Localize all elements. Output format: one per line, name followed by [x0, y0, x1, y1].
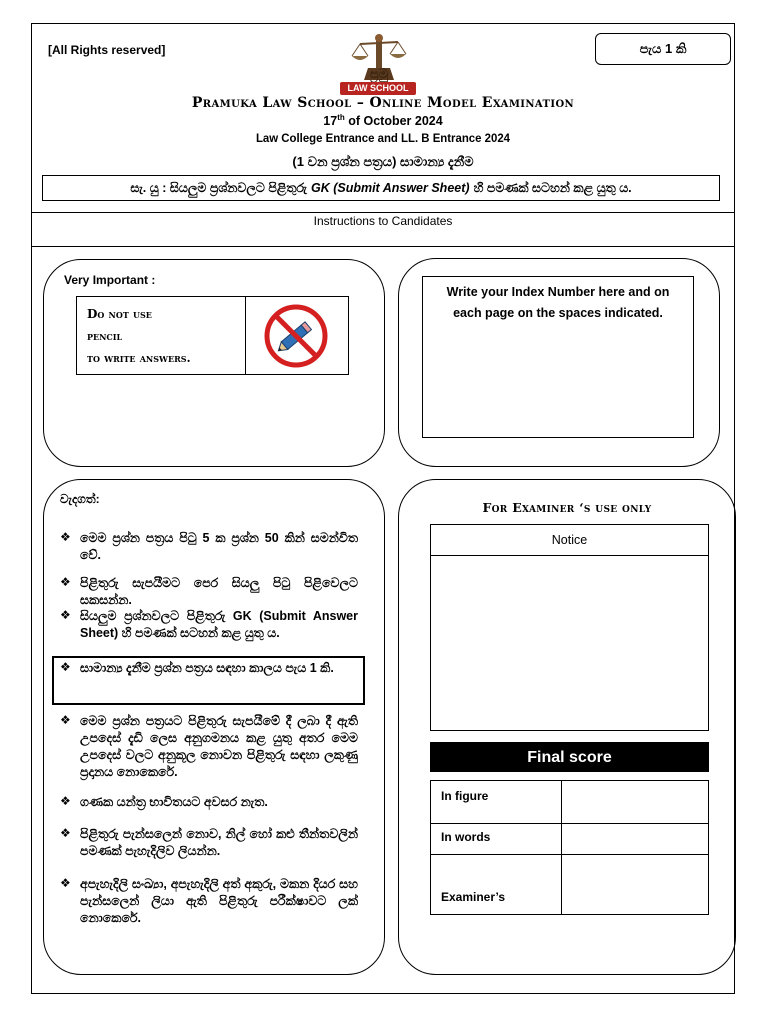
bullet-diamond-icon: ❖ [60, 713, 71, 727]
bullet-diamond-icon: ❖ [60, 530, 71, 544]
notice-heading: Notice [431, 525, 708, 556]
bullet-diamond-icon: ❖ [60, 575, 71, 589]
exam-title: Pramuka Law School – Online Model Examination [191, 95, 575, 111]
divider-top [31, 212, 735, 213]
paper-name: (1 වන ප්‍රශ්න පත්‍රය) සාමාන්‍ය දැනීම [292, 154, 474, 169]
svg-text:ප්‍රමු: ප්‍රමු [369, 67, 389, 82]
list-item [60, 794, 358, 811]
bullet-diamond-icon: ❖ [60, 876, 71, 890]
examiner-heading: For Examiner ‘s use only [482, 500, 652, 515]
list-item [60, 660, 358, 677]
list-item-text: පිළිතුරු සැපයීමට පෙර සියලු පිටු පිළිවෙලට සකසන්න. [80, 576, 358, 607]
list-item-text: සාමාන්‍ය දැනීම ප්‍රශ්න පත්‍රය සඳහා කාලය පැය 1 කි. [80, 661, 334, 675]
warning-line: to write answers. [87, 351, 191, 365]
list-item-text: මෙම ප්‍රශ්න පත්‍රයට පිළිතුරු සැපයීමේ දී ලබා දී ඇති උපදෙස් දැඩි ලෙස අනුගමනය කළ යුතු අතර මෙම උපදෙස් වලට අනුකූල නොවන පිළිතුරු සඳහා ලකුණු ප්‍රදානය නොකෙරේ. [80, 714, 358, 779]
list-item-text: අපැහැදිලි සංඛ්‍යා, අපැහැදිලි අත් අකුරු, මකන දියර සහ පැන්සලෙන් ලියා ඇති පිළිතුරු පරීක්ෂාවට ලක් නොකෙරේ. [80, 877, 358, 925]
note-emphasis: GK (Submit Answer Sheet) [310, 181, 470, 195]
divider-bottom [31, 246, 735, 247]
warning-line: Do not use [87, 307, 152, 321]
final-score-banner: Final score [430, 742, 709, 772]
bullet-diamond-icon: ❖ [60, 608, 71, 622]
page-number-box: පැය 1 කි [595, 33, 731, 65]
date-day: 17 [323, 114, 338, 129]
answer-sheet-note [42, 175, 720, 201]
entrance-subtitle: Law College Entrance and LL. B Entrance 2024 [255, 131, 511, 145]
list-item [60, 575, 358, 609]
score-divider [561, 781, 562, 914]
notes-heading: වැදගත්: [60, 492, 100, 506]
score-row-divider [431, 823, 708, 824]
list-item [60, 713, 358, 781]
pencil-warning-table [76, 296, 349, 375]
score-label-examiner: Examiner’s [441, 890, 506, 904]
bullet-diamond-icon: ❖ [60, 826, 71, 840]
index-number-box: Write your Index Number here and on each page on the spaces indicated. [422, 276, 694, 438]
note-prefix: සැ. යු : සියලුම ප්‍රශ්නවලට පිළිතුරු [130, 180, 307, 195]
score-label-words: In words [441, 830, 491, 844]
date-rest: of October 2024 [344, 114, 443, 129]
school-logo [338, 32, 420, 96]
score-label-figure: In figure [441, 789, 489, 803]
notice-box [430, 524, 709, 731]
instructions-heading: Instructions to Candidates [313, 214, 453, 228]
exam-date [31, 113, 735, 128]
date-suffix: th [337, 113, 345, 122]
score-table [430, 780, 709, 915]
list-item [60, 826, 358, 860]
warning-text [87, 303, 191, 369]
score-row-divider [431, 854, 708, 855]
note-suffix: හි පමණක් සටහන් කළ යුතු ය. [473, 180, 632, 195]
list-item [60, 876, 358, 927]
bullet-diamond-icon: ❖ [60, 794, 71, 808]
list-item-text: මෙම ප්‍රශ්න පත්‍රය පිටු 5 ක ප්‍රශ්න 50 කින් සමන්විත වේ. [80, 531, 358, 562]
list-item-text: සියලුම ප්‍රශ්නවලට පිළිතුරු GK (Submit Answer Sheet) හි පමණක් සටහන් කළ යුතු ය. [80, 609, 358, 640]
no-pencil-icon [263, 303, 329, 369]
warning-line: pencil [87, 329, 123, 343]
list-item [60, 530, 358, 564]
logo-emblem-icon [338, 32, 420, 84]
bullet-diamond-icon: ❖ [60, 660, 71, 674]
very-important-label: Very Important : [64, 273, 156, 287]
list-item-text: පිළිතුරු පැන්සලෙන් නොව, නිල් හෝ කළු තීන්තවලින් පමණක් පැහැදිලිව ලියන්න. [80, 827, 358, 858]
list-item-text: ගණක යන්ත්‍ර භාවිතයට අවසර නැත. [80, 795, 268, 809]
rights-notice: [All Rights reserved] [48, 43, 166, 57]
list-item [60, 608, 358, 642]
warning-divider [245, 297, 246, 374]
logo-banner: LAW SCHOOL [340, 82, 416, 95]
